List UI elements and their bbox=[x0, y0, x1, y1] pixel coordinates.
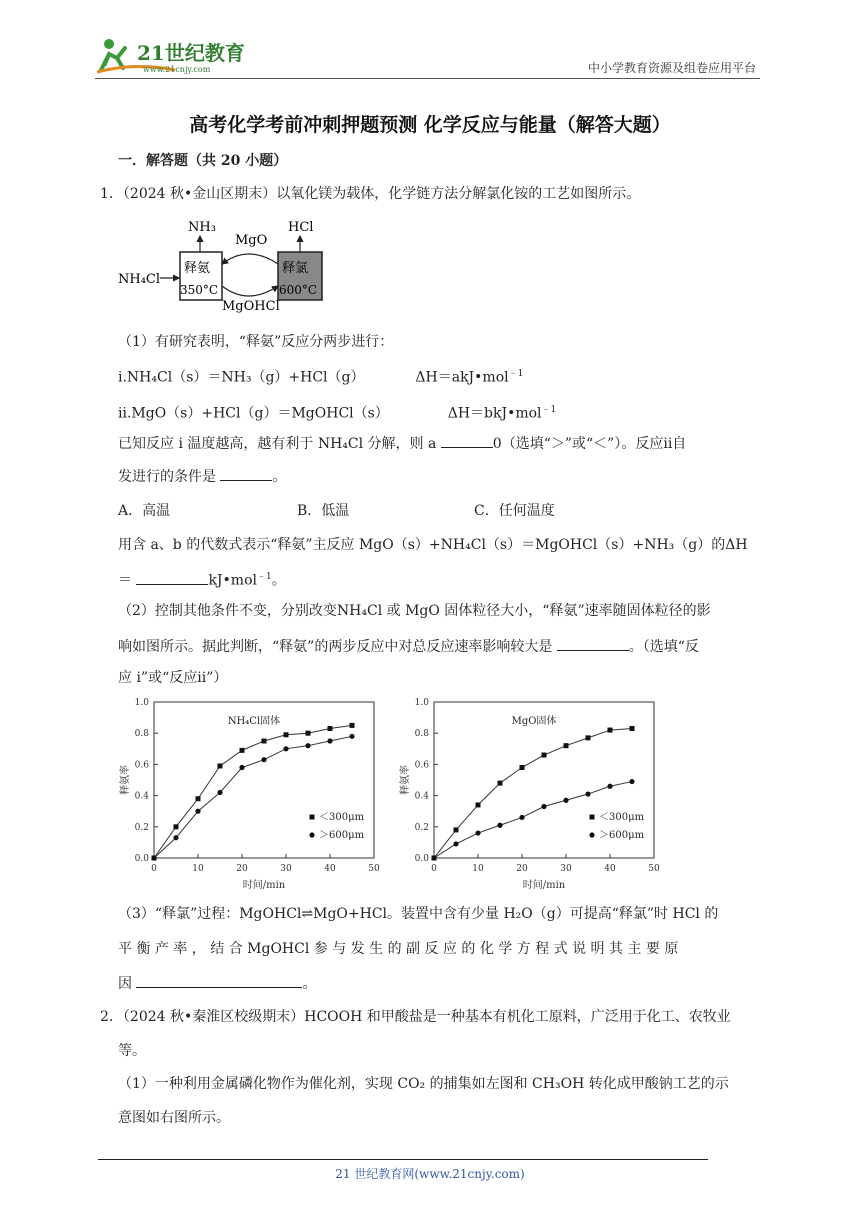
data-point-circle bbox=[629, 779, 634, 784]
q1-part3-a: （3）“释氯”过程：MgOHCl⇌MgO+HCl。装置中含有少量 H₂O（g）可提高“释氯”时 HCl 的 bbox=[118, 906, 719, 922]
data-point-square bbox=[240, 748, 245, 753]
data-point-circle bbox=[327, 738, 332, 743]
answer-blank-1[interactable] bbox=[441, 433, 493, 448]
q1-part1-intro: （1）有研究表明，“释氨”反应分两步进行： bbox=[118, 334, 394, 350]
box1-temp: 350°C bbox=[180, 283, 219, 297]
q1-part3-c-text: 因 bbox=[118, 976, 132, 992]
q1-line-d-unit: kJ•mol bbox=[208, 572, 257, 589]
data-point-circle bbox=[173, 835, 178, 840]
answer-blank-5[interactable] bbox=[136, 973, 302, 988]
q1-stem: 1．（2024 秋•金山区期末）以氧化镁为载体，化学链方法分解氯化铵的工艺如图所示。 bbox=[100, 186, 641, 202]
y-tick-label: 0.8 bbox=[134, 729, 149, 740]
logo-text: 21世纪教育 bbox=[137, 41, 245, 65]
diag-mgo: MgO bbox=[235, 233, 268, 248]
exp-ii: ﹣1 bbox=[541, 405, 557, 415]
chart-nh4cl bbox=[112, 694, 402, 898]
data-point-circle bbox=[453, 841, 458, 846]
data-point-circle bbox=[431, 855, 436, 860]
q2-stem-2: 等。 bbox=[118, 1043, 146, 1059]
chart-title: MgO固体 bbox=[511, 716, 557, 727]
data-point-circle bbox=[607, 784, 612, 789]
data-point-square bbox=[498, 781, 503, 786]
header-divider bbox=[95, 78, 760, 79]
data-point-circle bbox=[541, 804, 546, 809]
legend-marker-square bbox=[310, 815, 315, 820]
reaction-i-dh: ΔH＝akJ•mol bbox=[415, 369, 509, 386]
process-diagram bbox=[118, 214, 338, 318]
data-point-square bbox=[564, 743, 569, 748]
exp-iii: ﹣1 bbox=[257, 572, 272, 582]
section-heading: 一．解答题（共 20 小题） bbox=[118, 153, 288, 169]
legend-marker-square bbox=[590, 815, 595, 820]
q1-line-d-end: 。 bbox=[271, 572, 286, 589]
exp-i: ﹣1 bbox=[508, 369, 524, 379]
x-tick-label: 40 bbox=[324, 864, 336, 874]
data-point-circle bbox=[563, 798, 568, 803]
data-point-square bbox=[630, 726, 635, 731]
data-point-square bbox=[476, 802, 481, 807]
y-tick-label: 0.2 bbox=[414, 822, 429, 833]
q1-line-d bbox=[118, 567, 286, 591]
data-point-square bbox=[262, 739, 267, 744]
q1-part2-b-text: 响如图所示。据此判断，“释氨”的两步反应中对总反应速率影响较大是 bbox=[118, 639, 553, 655]
q1-line-b-end: 。 bbox=[272, 469, 287, 485]
footer-divider bbox=[98, 1159, 708, 1160]
option-b: B．低温 bbox=[297, 503, 350, 519]
platform-name: 中小学教育资源及组卷应用平台 bbox=[587, 61, 756, 75]
data-point-circle bbox=[261, 757, 266, 762]
q1-part2-a: （2）控制其他条件不变，分别改变NH₄Cl 或 MgO 固体粒径大小，“释氨”速率随固体粒径的影 bbox=[118, 603, 711, 619]
chart-title: NH₄Cl固体 bbox=[227, 716, 281, 727]
y-tick-label: 0.8 bbox=[414, 729, 429, 740]
answer-blank-4[interactable] bbox=[557, 636, 629, 651]
y-axis-label: 释氨率 bbox=[120, 765, 131, 795]
data-point-square bbox=[586, 735, 591, 740]
q2-part1-a: （1）一种利用金属磷化物作为催化剂，实现 CO₂ 的捕集如左图和 CH₃OH 转化成甲酸钠工艺的示 bbox=[118, 1076, 729, 1092]
y-tick-label: 0.6 bbox=[414, 760, 429, 771]
y-axis-label: 释氨率 bbox=[400, 765, 411, 795]
logo-url: www.21cnjy.com bbox=[143, 65, 211, 74]
data-point-circle bbox=[349, 734, 354, 739]
data-point-circle bbox=[239, 765, 244, 770]
x-axis-label: 时间/min bbox=[522, 880, 566, 891]
data-point-circle bbox=[217, 790, 222, 795]
q1-line-b bbox=[118, 466, 286, 487]
legend-label: ＜300μm bbox=[319, 812, 365, 823]
q2-stem-1: 2．（2024 秋•秦淮区校级期末）HCOOH 和甲酸盐是一种基本有机化工原料，广泛用于化工、农牧业 bbox=[100, 1009, 731, 1025]
q2-part1-b: 意图如右图所示。 bbox=[118, 1110, 230, 1126]
box1-label: 释氨 bbox=[184, 261, 211, 276]
y-tick-label: 0.6 bbox=[134, 760, 149, 771]
y-tick-label: 0.4 bbox=[414, 791, 429, 802]
page-title: 高考化学考前冲刺押题预测 化学反应与能量（解答大题） bbox=[189, 114, 671, 136]
q1-line-b-text: 发进行的条件是 bbox=[118, 469, 216, 485]
site-logo bbox=[95, 36, 265, 76]
data-point-circle bbox=[283, 746, 288, 751]
reaction-i-eq: i.NH₄Cl（s）＝NH₃（g）+HCl（g） bbox=[118, 369, 365, 386]
x-tick-label: 50 bbox=[368, 864, 380, 874]
data-point-circle bbox=[585, 791, 590, 796]
legend-label: ＜300μm bbox=[599, 812, 645, 823]
data-point-square bbox=[520, 765, 525, 770]
y-tick-label: 0.0 bbox=[134, 854, 149, 864]
data-point-square bbox=[218, 763, 223, 768]
q1-line-a bbox=[118, 433, 686, 454]
q1-line-a-text2: 0（选填“＞”或“＜”）。反应ⅱ自 bbox=[492, 436, 687, 452]
x-tick-label: 20 bbox=[516, 864, 528, 874]
q1-part3-c bbox=[118, 973, 316, 994]
legend-marker-circle bbox=[309, 832, 314, 837]
data-point-square bbox=[328, 726, 333, 731]
q1-line-a-text: 已知反应 i 温度越高，越有利于 NH₄Cl 分解，则 a bbox=[118, 436, 437, 452]
x-tick-label: 30 bbox=[560, 864, 572, 874]
q1-line-c: 用含 a、b 的代数式表示“释氨”主反应 MgO（s）+NH₄Cl（s）＝MgOHCl（s）+NH₃（g）的ΔH bbox=[118, 537, 748, 553]
x-tick-label: 40 bbox=[604, 864, 616, 874]
x-tick-label: 0 bbox=[151, 864, 157, 874]
q1-part2-c: 应 i”或“反应ⅱ”） bbox=[118, 670, 228, 686]
diag-mgohcl: MgOHCl bbox=[222, 299, 280, 314]
data-point-circle bbox=[475, 830, 480, 835]
answer-blank-3[interactable] bbox=[136, 570, 208, 585]
x-tick-label: 50 bbox=[648, 864, 660, 874]
y-tick-label: 1.0 bbox=[134, 698, 149, 708]
diag-nh4cl: NH₄Cl bbox=[118, 272, 161, 287]
y-tick-label: 0.0 bbox=[414, 854, 429, 864]
data-point-circle bbox=[195, 809, 200, 814]
data-point-circle bbox=[497, 823, 502, 828]
x-tick-label: 20 bbox=[236, 864, 248, 874]
legend-label: ＞600μm bbox=[599, 830, 645, 841]
diag-nh3: NH₃ bbox=[188, 220, 216, 235]
data-point-square bbox=[174, 824, 179, 829]
data-point-square bbox=[608, 728, 613, 733]
option-c: C．任何温度 bbox=[474, 503, 555, 519]
reaction-ii-dh: ΔH＝bkJ•mol bbox=[447, 405, 542, 422]
reaction-ii-eq: ⅱ.MgO（s）+HCl（g）＝MgOHCl（s） bbox=[118, 405, 389, 422]
legend-marker-circle bbox=[589, 832, 594, 837]
data-point-square bbox=[350, 723, 355, 728]
box2-temp: 600°C bbox=[279, 283, 318, 297]
data-point-square bbox=[454, 827, 459, 832]
footer-link[interactable]: 21 世纪教育网(www.21cnjy.com) bbox=[335, 1167, 525, 1181]
x-tick-label: 10 bbox=[192, 864, 204, 874]
q1-part3-b: 平 衡 产 率 ， 结 合 MgOHCl 参 与 发 生 的 副 反 应 的 化 学 方 程 式 说 明 其 主 要 原 bbox=[118, 941, 679, 957]
x-tick-label: 0 bbox=[431, 864, 437, 874]
data-point-square bbox=[284, 732, 289, 737]
y-tick-label: 1.0 bbox=[414, 698, 429, 708]
legend-label: ＞600μm bbox=[319, 830, 365, 841]
data-point-circle bbox=[519, 815, 524, 820]
data-point-circle bbox=[305, 743, 310, 748]
diag-hcl: HCl bbox=[288, 220, 314, 235]
chart-mgo bbox=[392, 694, 682, 898]
q1-part2-b-end: 。（选填“反 bbox=[628, 639, 699, 655]
q1-part3-c-end: 。 bbox=[302, 976, 317, 992]
reaction-ii bbox=[118, 400, 556, 424]
option-a: A．高温 bbox=[118, 503, 171, 519]
y-tick-label: 0.4 bbox=[134, 791, 149, 802]
x-tick-label: 10 bbox=[472, 864, 484, 874]
data-point-square bbox=[542, 753, 547, 758]
reaction-i bbox=[118, 364, 523, 388]
q1-line-d-eq: ＝ bbox=[118, 572, 132, 589]
x-axis-label: 时间/min bbox=[242, 880, 286, 891]
data-point-circle bbox=[151, 855, 156, 860]
x-tick-label: 30 bbox=[280, 864, 292, 874]
data-point-square bbox=[306, 731, 311, 736]
y-tick-label: 0.2 bbox=[134, 822, 149, 833]
data-point-square bbox=[196, 796, 201, 801]
box2-label: 释氯 bbox=[282, 261, 309, 276]
answer-blank-2[interactable] bbox=[220, 466, 272, 481]
q1-part2-b bbox=[118, 636, 699, 657]
